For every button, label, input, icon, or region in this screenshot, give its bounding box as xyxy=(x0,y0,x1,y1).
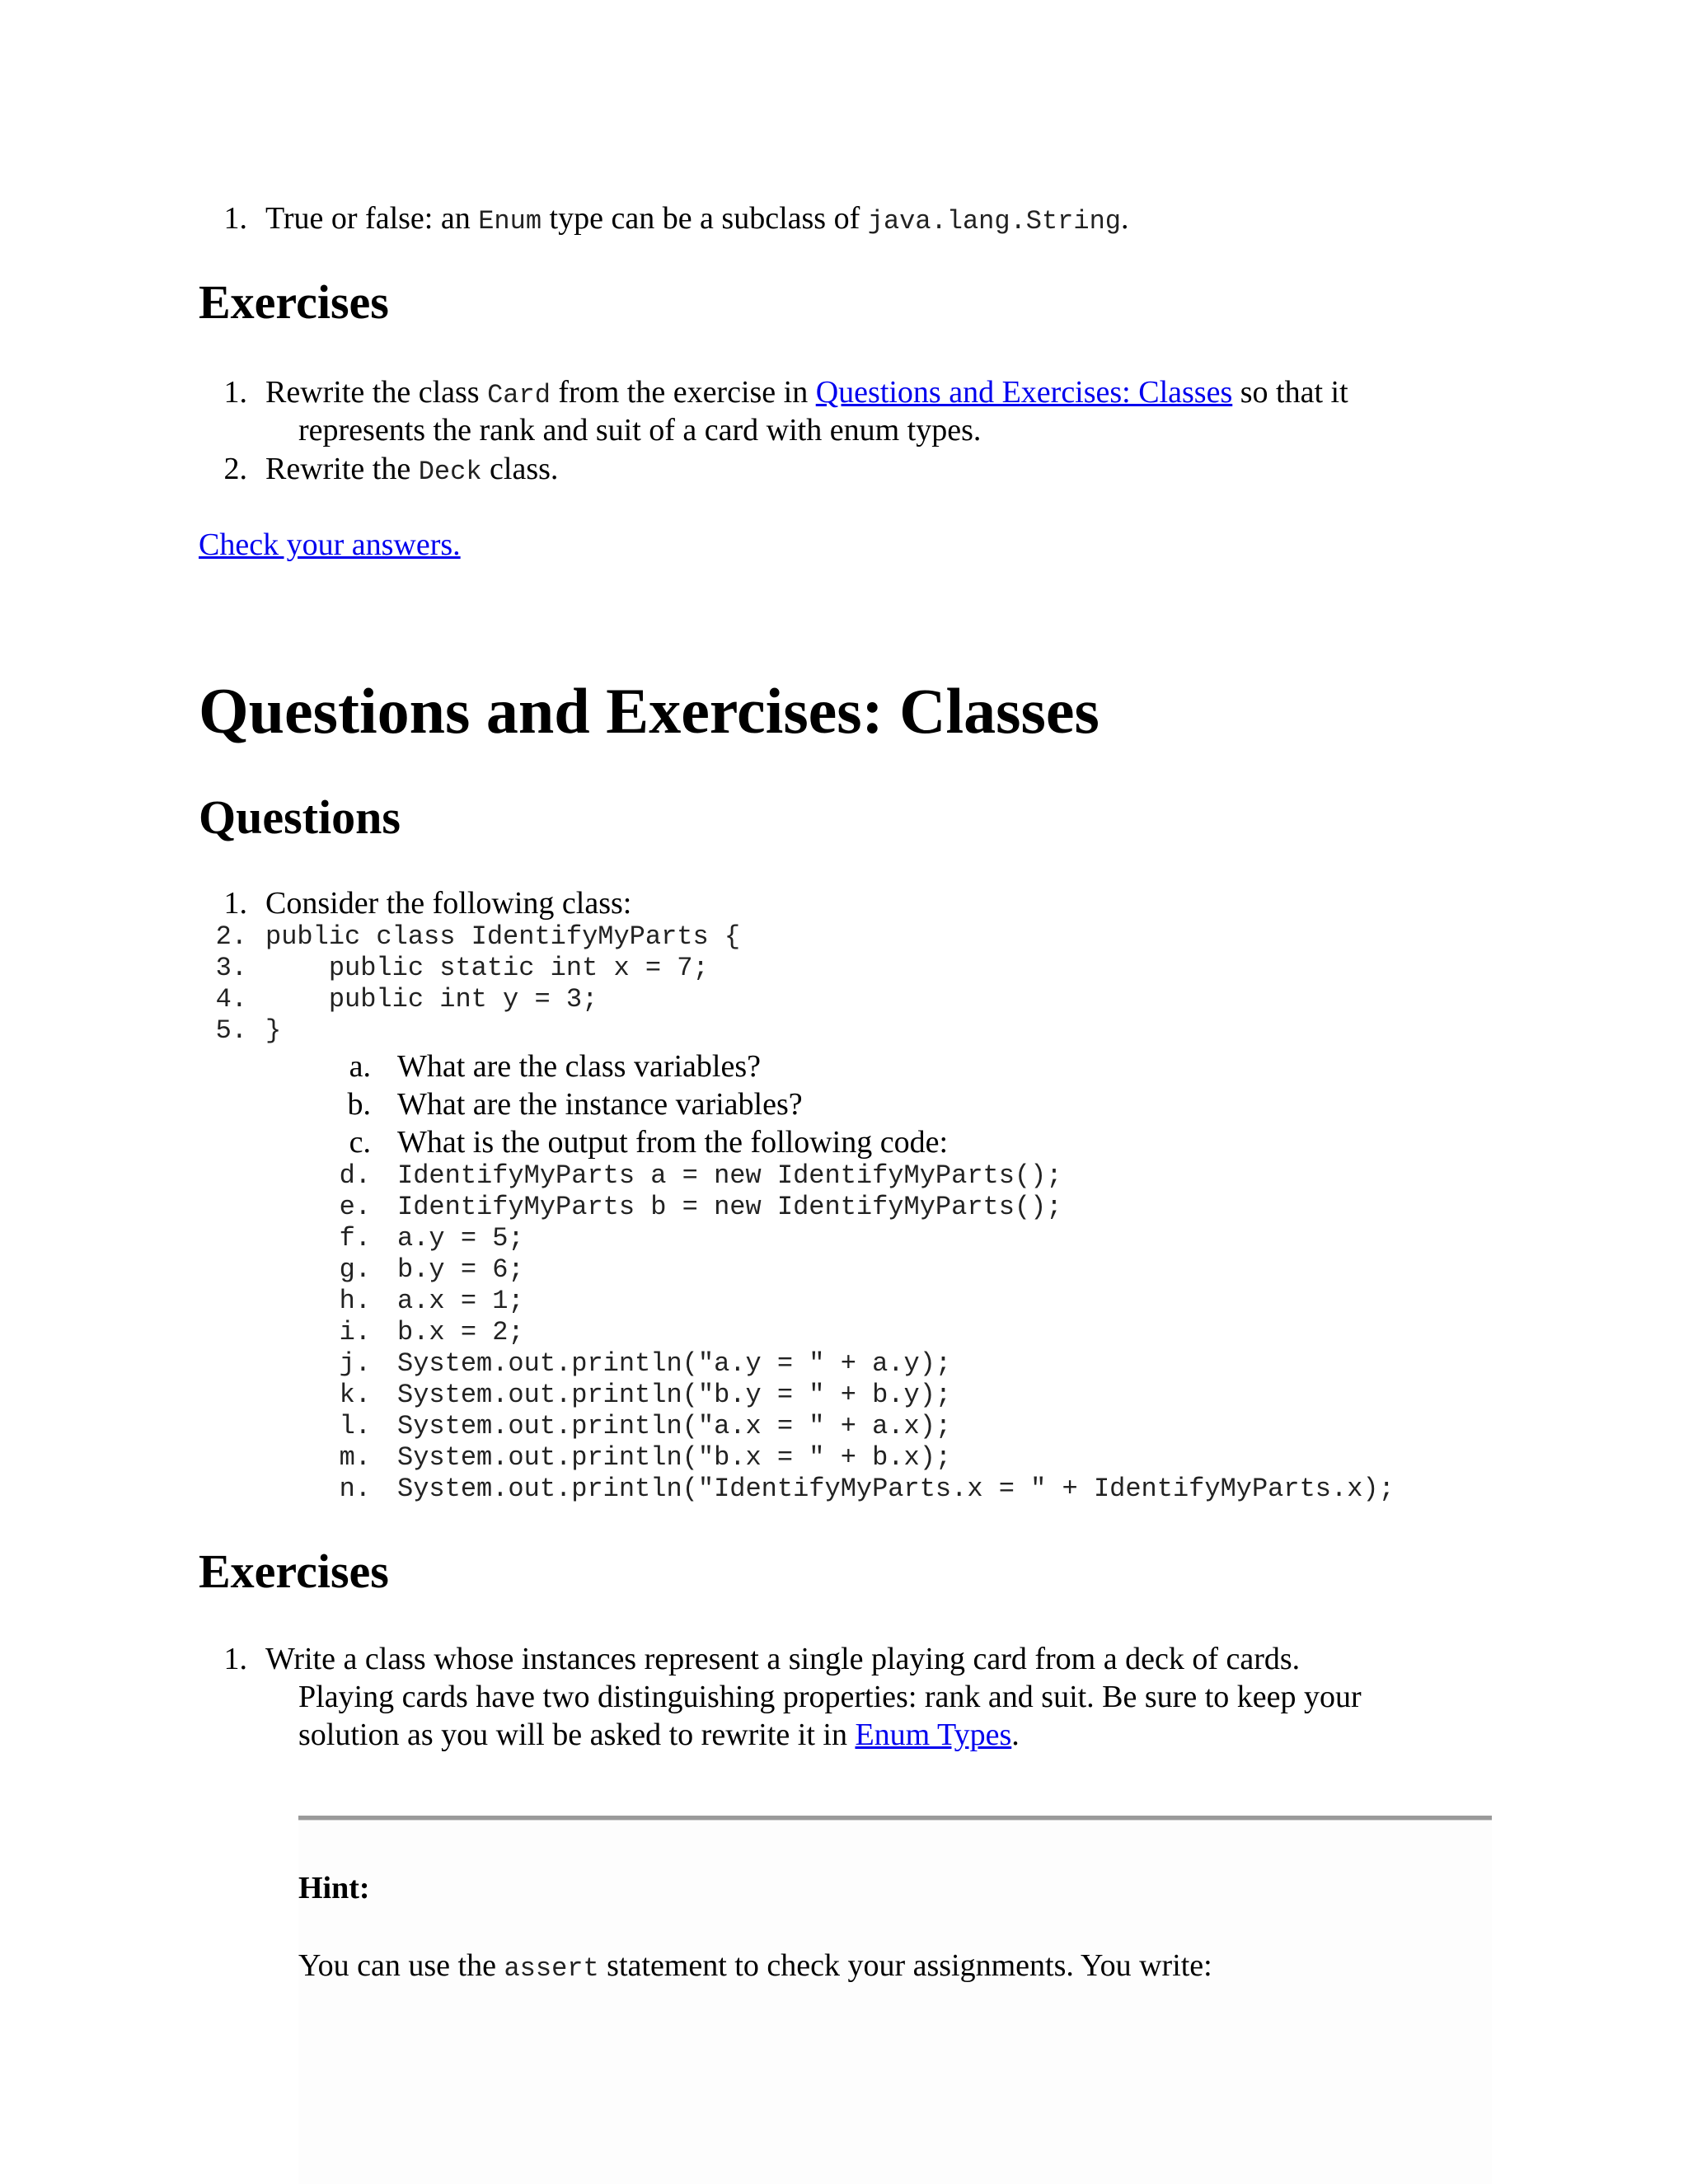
sub-question-item xyxy=(330,1085,948,1123)
code-line-text: b.x = 2; xyxy=(397,1317,524,1347)
class-exercise-item-1 xyxy=(198,1640,1300,1678)
exercise-item-1 xyxy=(198,373,1348,415)
code-line xyxy=(330,1192,1395,1223)
code-line-number: 4. xyxy=(215,984,247,1015)
code-line-text: System.out.println("a.x = " + a.x); xyxy=(397,1411,952,1441)
exercise-line-3-post: . xyxy=(1011,1718,1020,1752)
enum-types-link[interactable]: Enum Types xyxy=(855,1718,1012,1752)
sub-question-list xyxy=(330,1047,948,1161)
top-question xyxy=(198,199,1128,241)
code-line-letter: e. xyxy=(339,1192,371,1222)
code-line-text: IdentifyMyParts b = new IdentifyMyParts(); xyxy=(397,1192,1062,1222)
questions-heading: Questions xyxy=(199,790,401,844)
code-line xyxy=(330,1348,1395,1380)
list-number: 1. xyxy=(223,375,247,410)
exercise-item-2 xyxy=(198,450,558,491)
exercise-text-pre: Rewrite the class xyxy=(265,375,488,410)
code-line-text: System.out.println("a.y = " + a.y); xyxy=(397,1348,952,1379)
question-text: Consider the following class: xyxy=(265,886,632,921)
code-line-number: 2. xyxy=(215,921,247,952)
code-line-text: a.y = 5; xyxy=(397,1223,524,1254)
question-text-mid: type can be a subclass of xyxy=(542,201,868,236)
code-line-letter: f. xyxy=(339,1223,371,1254)
code-line xyxy=(330,1474,1395,1505)
code-line xyxy=(198,921,740,953)
code-line-letter: i. xyxy=(339,1317,371,1347)
code-line-letter: d. xyxy=(339,1160,371,1191)
code-line-text: public class IdentifyMyParts { xyxy=(265,921,741,952)
list-number: 1. xyxy=(223,1642,247,1676)
sub-item-text: What are the instance variables? xyxy=(397,1087,803,1122)
code-line-text: System.out.println("b.y = " + b.y); xyxy=(397,1380,952,1410)
list-number: 2. xyxy=(223,452,247,486)
code-line-letter: g. xyxy=(339,1254,371,1285)
code-line-text: public static int x = 7; xyxy=(265,953,709,983)
hint-text-post: statement to check your assignments. You write: xyxy=(598,1948,1212,1983)
code-line xyxy=(330,1442,1395,1474)
hint-box xyxy=(298,1821,1492,2184)
code-line xyxy=(198,1015,740,1047)
question-text-post: . xyxy=(1120,201,1129,236)
questions-classes-link[interactable]: Questions and Exercises: Classes xyxy=(815,375,1233,410)
code-line-number: 3. xyxy=(215,953,247,983)
sub-item-text: What are the class variables? xyxy=(397,1049,761,1084)
exercise-item-1-line2: represents the rank and suit of a card with enum types. xyxy=(298,413,982,448)
code-java-lang-string: java.lang.String xyxy=(867,206,1121,237)
code-line-letter: j. xyxy=(339,1348,371,1379)
exercise-line-2: Playing cards have two distinguishing properties: rank and suit. Be sure to keep your xyxy=(298,1680,1362,1714)
code-line xyxy=(198,953,740,984)
code-line-letter: m. xyxy=(339,1442,371,1473)
code-line xyxy=(330,1223,1395,1254)
code-enum: Enum xyxy=(478,206,542,237)
code-line-text: public int y = 3; xyxy=(265,984,598,1015)
exercise-text-pre: Rewrite the xyxy=(265,452,419,486)
list-number: 1. xyxy=(223,886,247,921)
code-line-text: System.out.println("IdentifyMyParts.x = " + IdentifyMyParts.x); xyxy=(397,1474,1395,1504)
code-line xyxy=(330,1254,1395,1286)
code-deck: Deck xyxy=(418,457,482,487)
question-item-1 xyxy=(198,884,631,922)
code-line-letter: k. xyxy=(339,1380,371,1410)
exercise-line-3-text: solution as you will be asked to rewrite it in xyxy=(298,1718,856,1752)
exercise-text-post: so that it xyxy=(1232,375,1348,410)
sub-question-item xyxy=(330,1123,948,1161)
hint-text-pre: You can use the xyxy=(298,1948,504,1983)
exercises-heading-top: Exercises xyxy=(199,275,389,329)
code-line xyxy=(330,1317,1395,1348)
check-answers-link[interactable]: Check your answers. xyxy=(199,527,461,562)
hint-divider xyxy=(298,1816,1492,1821)
code-line-text: System.out.println("b.x = " + b.x); xyxy=(397,1442,952,1473)
exercise-line-3 xyxy=(298,1716,1020,1754)
list-number: 1. xyxy=(223,201,247,236)
hint-label: Hint: xyxy=(298,1871,370,1905)
exercise-text-mid: from the exercise in xyxy=(550,375,816,410)
code-line-text: } xyxy=(265,1015,282,1046)
page-title: Questions and Exercises: Classes xyxy=(199,675,1100,747)
code-line-text: IdentifyMyParts a = new IdentifyMyParts(); xyxy=(397,1160,1062,1191)
code-block-class xyxy=(198,921,740,1047)
exercise-line-1: Write a class whose instances represent a single playing card from a deck of cards. xyxy=(265,1642,1301,1676)
code-line-letter: l. xyxy=(339,1411,371,1441)
code-line xyxy=(330,1160,1395,1192)
exercise-text-post: class. xyxy=(481,452,559,486)
code-line-letter: n. xyxy=(339,1474,371,1504)
code-line xyxy=(330,1286,1395,1317)
code-card: Card xyxy=(487,380,551,410)
code-line-text: b.y = 6; xyxy=(397,1254,524,1285)
hint-text xyxy=(298,1947,1212,1988)
sub-item-letter: c. xyxy=(349,1125,371,1160)
exercises-heading: Exercises xyxy=(199,1544,389,1598)
code-line-number: 5. xyxy=(215,1015,247,1046)
sub-item-letter: a. xyxy=(349,1049,371,1084)
code-line-letter: h. xyxy=(339,1286,371,1316)
code-assert: assert xyxy=(504,1953,599,1984)
question-text-pre: True or false: an xyxy=(265,201,479,236)
code-line-text: a.x = 1; xyxy=(397,1286,524,1316)
code-line xyxy=(198,984,740,1015)
sub-question-item xyxy=(330,1047,948,1085)
code-line xyxy=(330,1411,1395,1442)
code-line xyxy=(330,1380,1395,1411)
sub-item-letter: b. xyxy=(347,1087,371,1122)
code-block-usage xyxy=(330,1160,1395,1505)
sub-item-text: What is the output from the following code: xyxy=(397,1125,949,1160)
